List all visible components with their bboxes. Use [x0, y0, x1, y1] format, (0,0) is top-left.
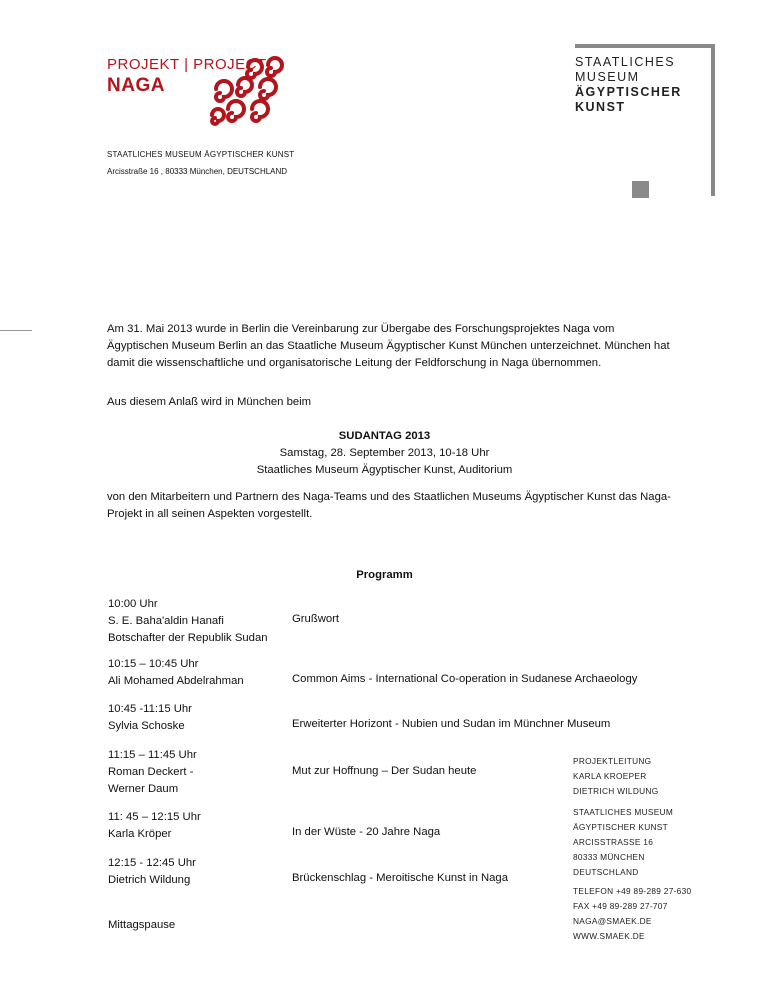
program-topic: Common Aims - International Co-operation in Sudanese Archaeology	[292, 673, 638, 685]
program-speaker: S. E. Baha'aldin Hanafi	[108, 615, 224, 627]
program-title: Programm	[356, 569, 413, 581]
sidebar-line: ÄGYPTISCHER KUNST	[573, 822, 668, 832]
event-date: Samstag, 28. September 2013, 10-18 Uhr	[279, 447, 490, 459]
sidebar-fax: FAX +49 89-289 27-707	[573, 901, 668, 911]
naga-spiral-logo-icon	[198, 53, 290, 133]
sidebar-contact	[573, 884, 691, 944]
museum-logo-frame-right	[711, 44, 715, 196]
program-time: 11:15 – 11:45 Uhr	[108, 749, 197, 761]
program-topic: Mut zur Hoffnung – Der Sudan heute	[292, 765, 477, 777]
museum-logo-line: MUSEUM	[575, 70, 640, 84]
program-speaker: Dietrich Wildung	[108, 874, 191, 886]
program-item-time-speaker	[108, 656, 244, 690]
program-speaker: Werner Daum	[108, 783, 179, 795]
sidebar-line: STAATLICHES MUSEUM	[573, 807, 674, 817]
closing-paragraph: von den Mitarbeitern und Partnern des Naga-Teams und des Staatlichen Museums Ägyptischer Kunst das Naga-Projekt in all seinen Aspekten vorgestellt.	[107, 491, 671, 520]
sidebar-email-link[interactable]: NAGA@SMAEK.DE	[573, 916, 652, 926]
museum-logo	[575, 55, 682, 115]
sidebar-line: KARLA KROEPER	[573, 771, 647, 781]
sidebar-project-lead	[573, 754, 658, 799]
program-time: 10:00 Uhr	[108, 598, 158, 610]
letterhead-address-line2: Arcisstraße 16 , 80333 München, DEUTSCHLAND	[107, 167, 288, 176]
museum-logo-square	[632, 181, 649, 198]
program-item-time-speaker	[108, 747, 197, 798]
museum-logo-line: KUNST	[575, 100, 626, 114]
program-item-time-speaker	[108, 701, 192, 735]
project-logo-line2: NAGA	[107, 75, 165, 96]
sidebar-address	[573, 805, 673, 880]
event-info	[107, 428, 662, 479]
event-place: Staatliches Museum Ägyptischer Kunst, Auditorium	[256, 464, 513, 476]
program-time: 10:15 – 10:45 Uhr	[108, 658, 199, 670]
program-speaker: Ali Mohamed Abdelrahman	[108, 675, 244, 687]
program-topic: Brückenschlag - Meroitische Kunst in Naga	[292, 872, 508, 884]
program-time: 12:15 - 12:45 Uhr	[108, 857, 196, 869]
lead-paragraph: Aus diesem Anlaß wird in München beim	[107, 396, 312, 408]
sidebar-line: DEUTSCHLAND	[573, 867, 639, 877]
sidebar-line: DIETRICH WILDUNG	[573, 786, 659, 796]
program-topic: Grußwort	[292, 613, 340, 625]
program-topic: In der Wüste - 20 Jahre Naga	[292, 826, 441, 838]
fold-mark	[0, 330, 32, 331]
program-item-time-speaker	[108, 596, 268, 647]
program-break: Mittagspause	[108, 919, 176, 931]
event-title: SUDANTAG 2013	[338, 430, 431, 442]
museum-logo-line: ÄGYPTISCHER	[575, 85, 682, 99]
program-item-time-speaker	[108, 855, 196, 889]
program-speaker: Botschafter der Republik Sudan	[108, 632, 268, 644]
program-time: 10:45 -11:15 Uhr	[108, 703, 192, 715]
sidebar-website-link[interactable]: WWW.SMAEK.DE	[573, 931, 645, 941]
sidebar-phone: TELEFON +49 89-289 27-630	[573, 886, 692, 896]
museum-logo-line: STAATLICHES	[575, 55, 676, 69]
sidebar-line: PROJEKTLEITUNG	[573, 756, 652, 766]
program-speaker: Karla Kröper	[108, 828, 172, 840]
project-logo-line1: PROJEKT | PROJECT	[107, 56, 267, 73]
program-item-time-speaker	[108, 809, 201, 843]
sidebar-line: 80333 MÜNCHEN	[573, 852, 645, 862]
program-speaker: Sylvia Schoske	[108, 720, 185, 732]
program-time: 11: 45 – 12:15 Uhr	[108, 811, 201, 823]
museum-logo-frame-top	[575, 44, 715, 48]
letterhead-address-line1: STAATLICHES MUSEUM ÄGYPTISCHER KUNST	[107, 150, 295, 159]
program-speaker: Roman Deckert -	[108, 766, 194, 778]
sidebar-line: ARCISSTRASSE 16	[573, 837, 654, 847]
program-topic: Erweiterter Horizont - Nubien und Sudan im Münchner Museum	[292, 718, 611, 730]
intro-paragraph: Am 31. Mai 2013 wurde in Berlin die Vereinbarung zur Übergabe des Forschungsprojektes Naga vom Ägyptischen Museum Berlin an das Staatliche Museum Ägyptischer Kunst München unterzeichnet. München hat damit die wissenschaftliche und organisatorische Leitung der Feldforschung in Naga übernommen.	[107, 323, 670, 369]
